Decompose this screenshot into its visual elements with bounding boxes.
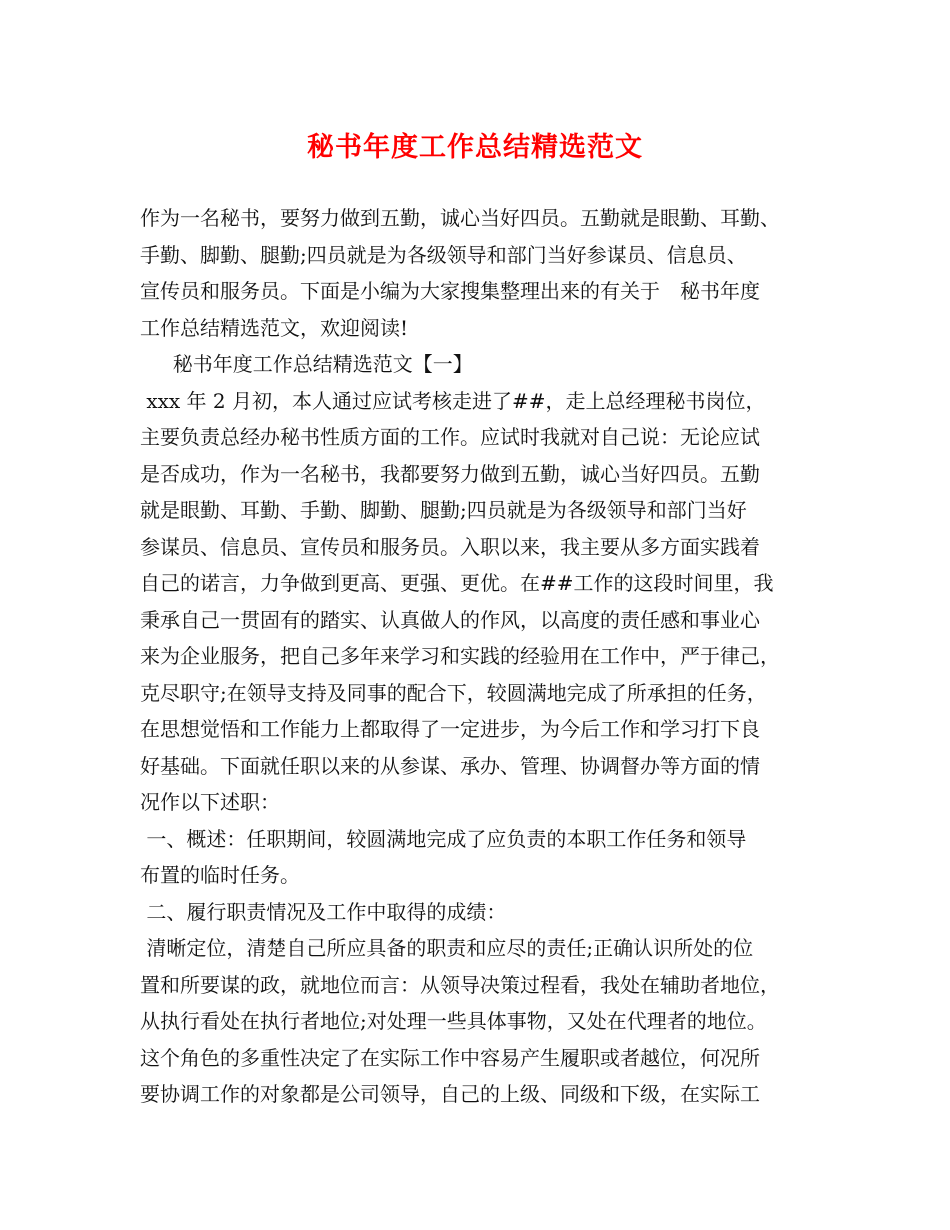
text-line: 清晰定位，清楚自己所应具备的职责和应尽的责任;正确认识所处的位	[140, 936, 754, 960]
text-line: 一、概述：任职期间，较圆满地完成了应负责的本职工作任务和领导	[140, 826, 747, 851]
section-heading: 秘书年度工作总结精选范文【一】	[160, 352, 473, 376]
text-line: 来为企业服务，把自己多年来学习和实践的经验用在工作中，严于律己，	[140, 644, 780, 668]
text-line: 参谋员、信息员、宣传员和服务员。入职以来，我主要从多方面实践着	[140, 534, 760, 559]
text-line: 自己的诺言，力争做到更高、更强、更优。在##工作的这段时间里，我	[140, 571, 774, 595]
text-line: 宣传员和服务员。下面是小编为大家搜集整理出来的有关于 秘书年度	[140, 279, 760, 303]
text-line: 二、履行职责情况及工作中取得的成绩：	[140, 899, 507, 924]
text-line: 要协调工作的对象都是公司领导，自己的上级、同级和下级，在实际工	[140, 1082, 760, 1106]
text-line: xxx 年 2 月初，本人通过应试考核走进了##，走上总经理秘书岗位，	[140, 388, 766, 413]
text-line: 好基础。下面就任职以来的从参谋、承办、管理、协调督办等方面的情	[140, 753, 760, 778]
text-line: 在思想觉悟和工作能力上都取得了一定进步，为今后工作和学习打下良	[140, 717, 760, 741]
document-title: 秘书年度工作总结精选范文	[307, 132, 643, 163]
text-line: 是否成功，作为一名秘书，我都要努力做到五勤，诚心当好四员。五勤	[140, 461, 760, 486]
text-line: 况作以下述职：	[140, 790, 280, 814]
text-line: 布置的临时任务。	[140, 863, 300, 887]
text-line: 就是眼勤、耳勤、手勤、脚勤、腿勤;四员就是为各级领导和部门当好	[140, 498, 747, 522]
text-line: 手勤、脚勤、腿勤;四员就是为各级领导和部门当好参谋员、信息员、	[140, 242, 747, 267]
document-body	[140, 200, 830, 1113]
text-line: 主要负责总经办秘书性质方面的工作。应试时我就对自己说：无论应试	[140, 425, 760, 449]
text-line: 工作总结精选范文，欢迎阅读!	[140, 315, 409, 340]
text-line: 置和所要谋的政，就地位而言：从领导决策过程看，我处在辅助者地位，	[140, 972, 780, 997]
text-line: 从执行看处在执行者地位;对处理一些具体事物，又处在代理者的地位。	[140, 1009, 767, 1033]
text-line: 秉承自己一贯固有的踏实、认真做人的作风，以高度的责任感和事业心	[140, 607, 760, 632]
text-line: 作为一名秘书，要努力做到五勤，诚心当好四员。五勤就是眼勤、耳勤、	[140, 206, 780, 230]
text-line: 这个角色的多重性决定了在实际工作中容易产生履职或者越位，何况所	[140, 1045, 760, 1070]
text-line: 克尽职守;在领导支持及同事的配合下，较圆满地完成了所承担的任务，	[140, 680, 767, 705]
